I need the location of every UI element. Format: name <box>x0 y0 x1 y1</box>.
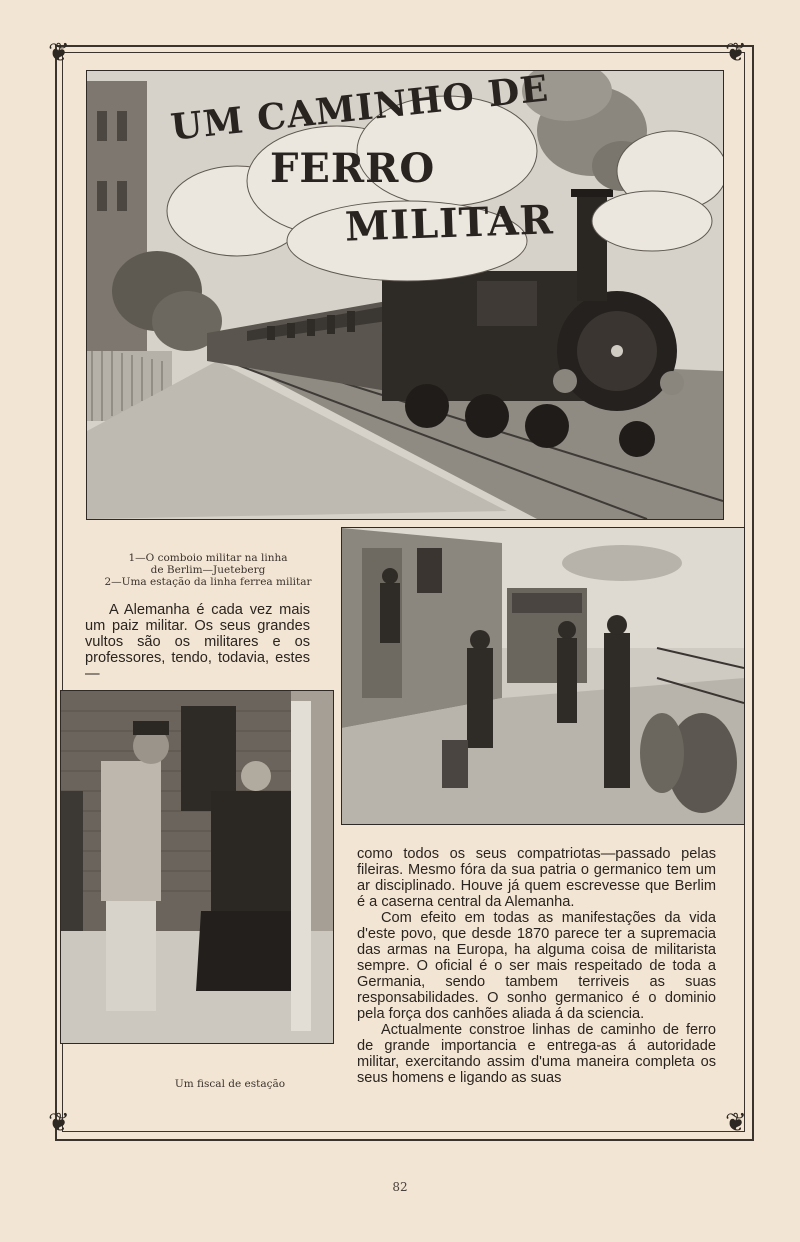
body-paragraph-3: Actualmente constroe linhas de caminho de ferro de grande importancia e entrega-as á autoridade militar, exercitando assim d'uma maneira completa os seus homens e ligando as suas <box>357 1022 716 1086</box>
title-line-1: UM CAMINHO DE <box>168 67 551 149</box>
intro-text: A Alemanha é cada vez mais um paiz militar. Os seus grandes vultos são os militares e os professores, tendo, todavia, estes— <box>85 602 310 682</box>
caption-line-1: 1—O comboio militar na linha <box>128 552 288 564</box>
photo-caption-main <box>78 552 338 588</box>
intro-paragraph <box>85 602 310 682</box>
photo-railway-station <box>341 527 745 825</box>
title-line-2: FERRO <box>270 145 436 192</box>
photo-station-inspector <box>60 690 334 1044</box>
photo-caption-inspector: Um fiscal de estação <box>174 1078 286 1090</box>
title-line-3: MILITAR <box>344 196 555 251</box>
article-body <box>357 846 716 1086</box>
page-number: 82 <box>392 1180 408 1194</box>
ornament-top-left-icon: ❦ <box>48 38 70 68</box>
body-paragraph-2: Com efeito em todas as manifestações da vida d'este povo, que desde 1870 parece ter a supremacia das armas na Europa, ha alguma coisa de militarista sempre. O oficial é o ser mais respeitado de toda a Germania, sendo tambem terriveis as suas responsabilidades. O sonho germanico é o dominio pela força dos canhões aliada á da sciencia. <box>357 910 716 1022</box>
caption-line-2: de Berlim—Jueteberg <box>150 564 266 576</box>
ornament-bottom-right-icon: ❦ <box>725 1108 747 1138</box>
ornament-bottom-left-icon: ❦ <box>48 1108 70 1138</box>
article-title <box>140 67 620 275</box>
caption-line-3: 2—Uma estação da linha ferrea militar <box>104 576 312 588</box>
body-paragraph-1: como todos os seus compatriotas—passado pelas fileiras. Mesmo fóra da sua patria o germanico tem um ar disciplinado. Houve já quem escrevesse que Berlim é a caserna central da Alemanha. <box>357 846 716 910</box>
ornament-top-right-icon: ❦ <box>725 38 747 68</box>
